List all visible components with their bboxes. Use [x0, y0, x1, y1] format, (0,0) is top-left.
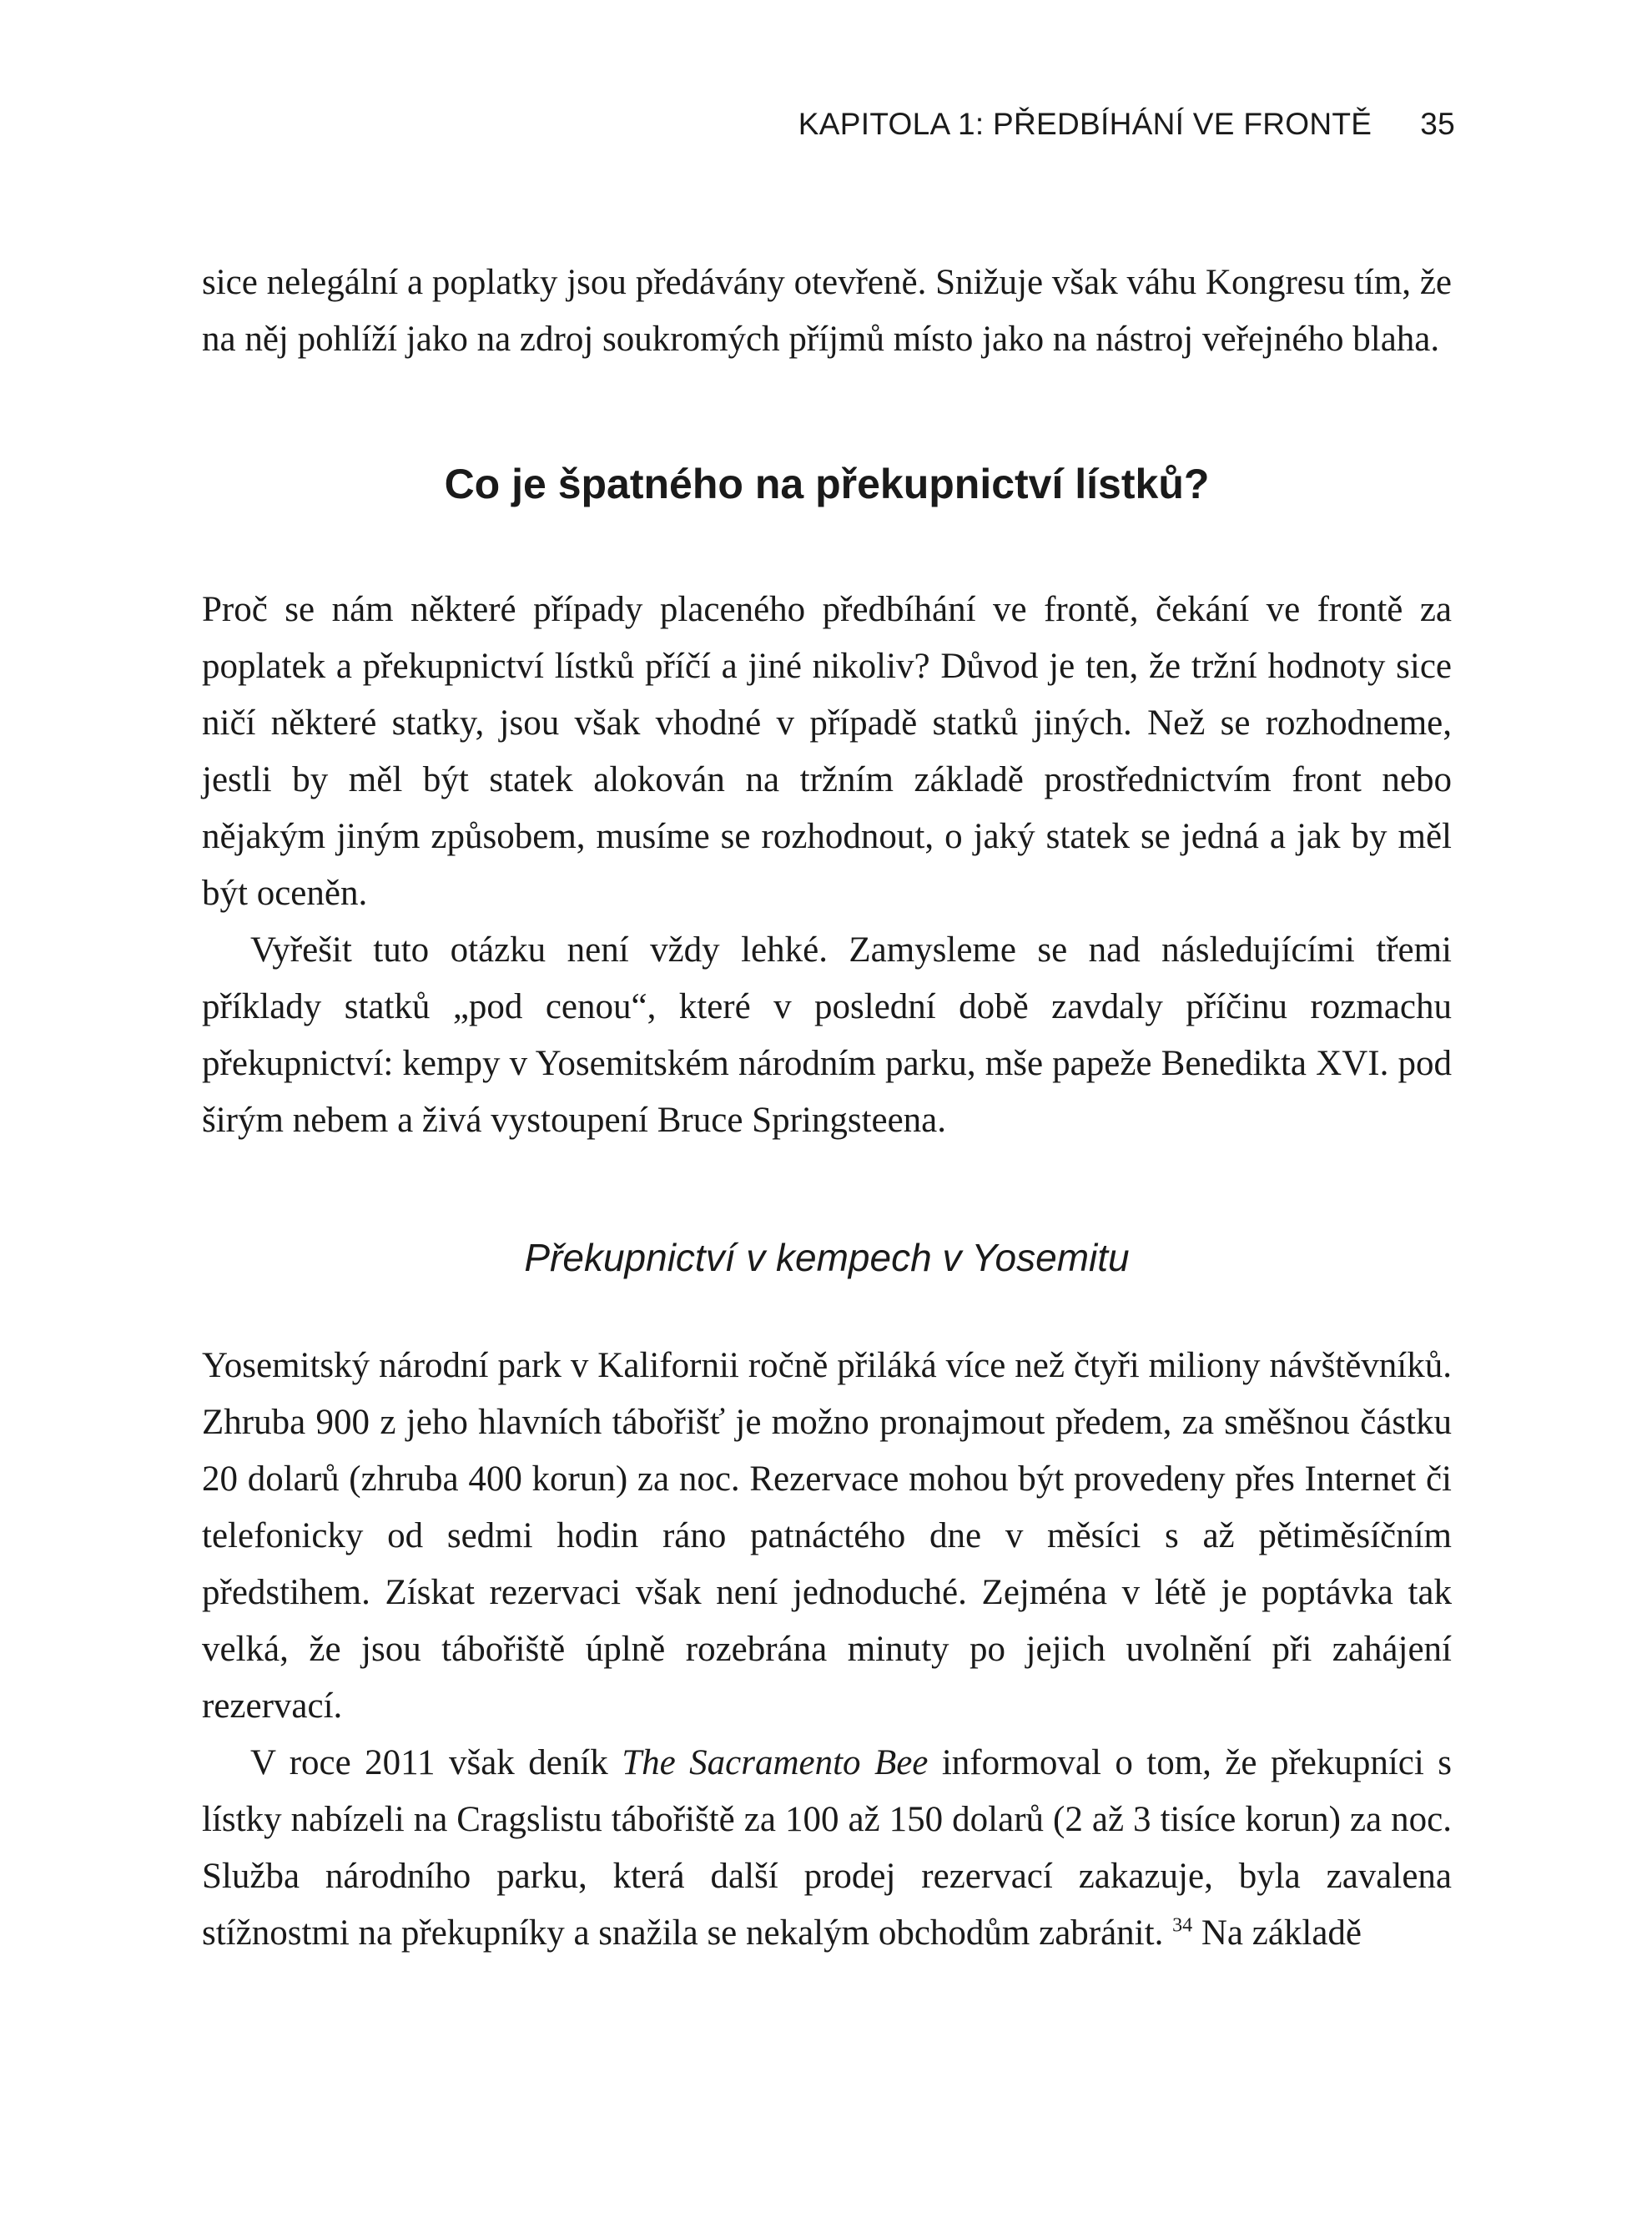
page-number: 35 [1420, 107, 1455, 141]
text-run: informoval o tom, že překupníci s lístky nabízeli na Cragslistu tábořiště za 100 až 150 dolarů (2 až 3 tisíce korun) za noc. Služba národního parku, která další prodej rezervací zakazuje, byla zavalena stížnostmi na překupníky a snažila se nekalým obchodům zabránit. [202, 1743, 1452, 1953]
page-body [202, 255, 1452, 1962]
text-run: V roce 2011 však deník [250, 1743, 622, 1782]
section-heading: Co je špatného na překupnictví lístků? [444, 461, 1210, 507]
paragraph: Yosemitský národní park v Kalifornii ročně přiláká více než čtyři miliony návštěvníků. Zhruba 900 z jeho hlavních tábořišť je možno pronajmout předem, za směšnou částku 20 dolarů (zhruba 400 korun) za noc. Rezervace mohou být provedeny přes Internet či telefonicky od sedmi hodin ráno patnáctého dne v měsíci s až pětiměsíčním předstihem. Získat rezervaci však není jednoduché. Zejména v létě je poptávka tak velká, že jsou tábořiště úplně rozebrána minuty po jejich uvolnění při zahájení rezervací. [202, 1346, 1452, 1726]
newspaper-title: The Sacramento Bee [622, 1743, 929, 1782]
footnote-reference[interactable]: 34 [1172, 1914, 1193, 1937]
paragraph [202, 1735, 1452, 1962]
paragraph: Vyřešit tuto otázku není vždy lehké. Zamysleme se nad následujícími třemi příklady statků „pod cenou“, které v poslední době zavdaly příčinu rozmachu překupnictví: kempy v Yosemitském národním parku, mše papeže Benedikta XVI. pod širým nebem a živá vystoupení Bruce Springsteena. [202, 930, 1452, 1140]
paragraph-continued: sice nelegální a poplatky jsou předávány otevřeně. Snižuje však váhu Kongresu tím, že na něj pohlíží jako na zdroj soukromých příjmů místo jako na nástroj veřejného blaha. [202, 263, 1452, 359]
paragraph: Proč se nám některé případy placeného předbíhání ve frontě, čekání ve frontě za poplatek a překupnictví lístků příčí a jiné nikoliv? Důvod je ten, že tržní hodnoty sice ničí některé statky, jsou však vhodné v případě statků jiných. Než se rozhodneme, jestli by měl být statek alokován na tržním základě prostřednictvím front nebo nějakým jiným způsobem, musíme se rozhodnout, o jaký statek se jedná a jak by měl být oceněn. [202, 590, 1452, 913]
text-run: Na základě [1192, 1913, 1362, 1953]
subsection-heading: Překupnictví v kempech v Yosemitu [524, 1236, 1130, 1279]
running-header [798, 107, 1455, 142]
chapter-title: KAPITOLA 1: PŘEDBÍHÁNÍ VE FRONTĚ [798, 107, 1372, 141]
